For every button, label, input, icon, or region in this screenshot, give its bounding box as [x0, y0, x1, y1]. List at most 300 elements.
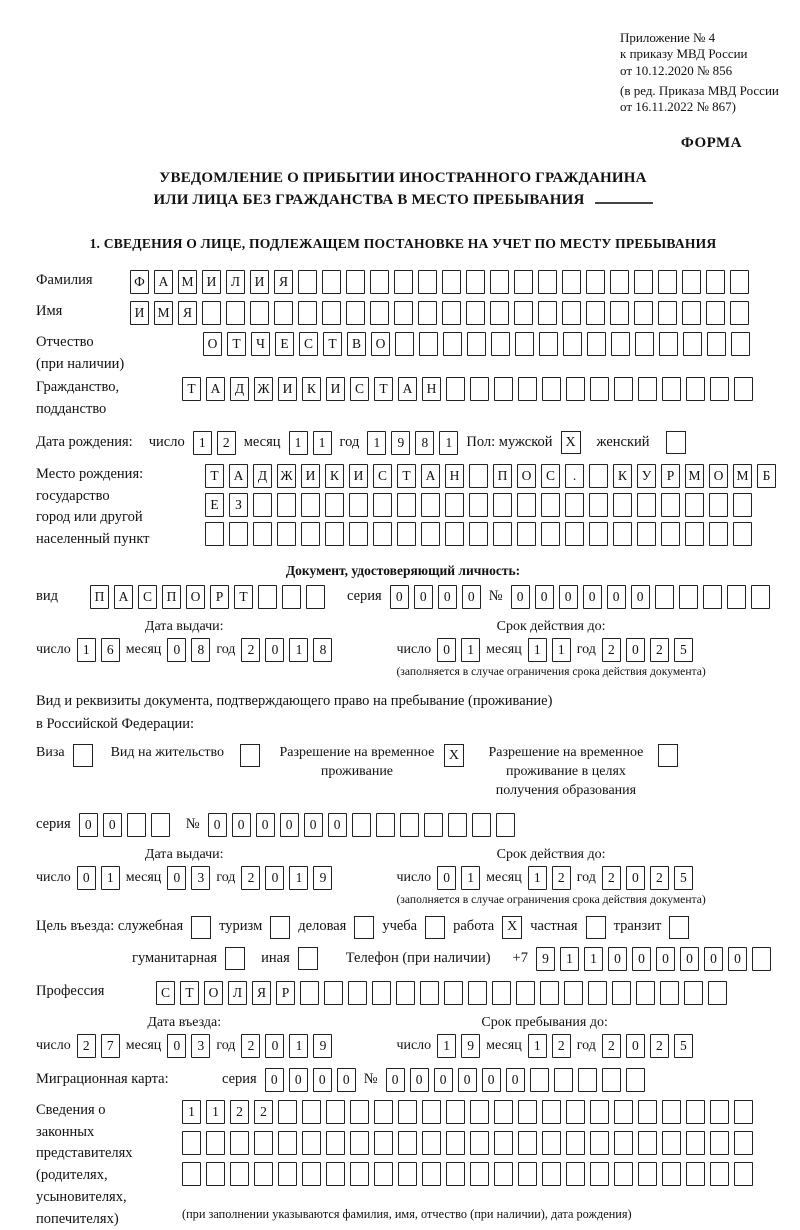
temp-permit-education-checkbox	[658, 744, 678, 767]
char-cell	[350, 1131, 369, 1155]
gender-female-label: женский	[596, 433, 650, 450]
char-cell	[727, 585, 746, 609]
char-cell: 0	[559, 585, 578, 609]
char-cell: З	[229, 493, 248, 517]
expiry-date-heading: Срок действия до:	[496, 846, 606, 862]
char-cell: 0	[79, 813, 98, 837]
char-cell: 0	[506, 1068, 525, 1092]
char-cell	[372, 981, 391, 1005]
char-cell: .	[565, 464, 584, 488]
char-cell	[589, 464, 608, 488]
purpose-business-label: деловая	[298, 918, 347, 935]
char-cell	[250, 301, 269, 325]
purpose-tourism-label: туризм	[219, 918, 263, 935]
char-cell	[394, 270, 413, 294]
char-cell: 0	[704, 947, 723, 971]
char-cell	[206, 1162, 225, 1186]
char-cell	[127, 813, 146, 837]
entry-date	[36, 1015, 332, 1058]
char-cell: И	[250, 270, 269, 294]
char-cell: А	[206, 377, 225, 401]
char-cell: 1	[289, 638, 308, 662]
char-cell	[634, 301, 653, 325]
char-cell	[614, 1162, 633, 1186]
patronymic-cells	[203, 332, 750, 356]
phone-label: Телефон (при наличии)	[345, 949, 491, 966]
purpose-row1	[36, 916, 770, 939]
form-title-line1: УВЕДОМЛЕНИЕ О ПРИБЫТИИ ИНОСТРАННОГО ГРАЖДАНИНА	[159, 170, 647, 187]
char-cell: 1	[193, 431, 212, 455]
char-cell	[518, 1131, 537, 1155]
month-label: месяц	[125, 641, 162, 657]
char-cell	[685, 493, 704, 517]
legal-reps-cells-row1	[182, 1100, 753, 1124]
char-cell	[253, 522, 272, 546]
char-cell	[493, 493, 512, 517]
firstname-cells	[130, 301, 749, 325]
char-cell: 0	[265, 1034, 284, 1058]
birthdate-label: Дата рождения:	[36, 433, 133, 450]
expiry-day-cells	[437, 638, 480, 662]
char-cell	[324, 981, 343, 1005]
birthdate-row	[36, 431, 770, 455]
purpose-transit-label: транзит	[613, 918, 662, 935]
char-cell: Р	[661, 464, 680, 488]
surname-cells	[130, 270, 749, 294]
char-cell	[282, 585, 301, 609]
char-cell	[539, 332, 558, 356]
char-cell: П	[90, 585, 109, 609]
char-cell	[394, 301, 413, 325]
char-cell: 0	[304, 813, 323, 837]
month-label: месяц	[486, 869, 522, 885]
char-cell	[205, 522, 224, 546]
char-cell	[637, 522, 656, 546]
entry-year-cells	[241, 1034, 332, 1058]
char-cell	[298, 270, 317, 294]
char-cell: Т	[397, 464, 416, 488]
year-label: год	[216, 1037, 236, 1053]
visa-checkbox	[73, 744, 93, 767]
residence-doc-expiry	[396, 847, 705, 906]
char-cell	[466, 301, 485, 325]
char-cell	[614, 377, 633, 401]
form-title-line2: ИЛИ ЛИЦА БЕЗ ГРАЖДАНСТВА В МЕСТО ПРЕБЫВАНИЯ	[36, 190, 770, 212]
issue-date-heading: Дата выдачи:	[144, 846, 224, 862]
char-cell	[442, 270, 461, 294]
legal-reps-cells-row2	[182, 1131, 753, 1155]
char-cell	[590, 1131, 609, 1155]
char-cell	[638, 377, 657, 401]
char-cell	[578, 1068, 597, 1092]
char-cell	[707, 332, 726, 356]
char-cell	[397, 522, 416, 546]
char-cell	[518, 377, 537, 401]
char-cell	[374, 1162, 393, 1186]
char-cell	[542, 1100, 561, 1124]
char-cell: 1	[552, 638, 571, 662]
char-cell: 2	[77, 1034, 96, 1058]
char-cell: Н	[422, 377, 441, 401]
char-cell	[446, 377, 465, 401]
char-cell	[469, 464, 488, 488]
char-cell	[709, 493, 728, 517]
birthplace-cells-row2	[205, 493, 776, 517]
char-cell	[686, 1162, 705, 1186]
char-cell	[230, 1162, 249, 1186]
option-temp-permit-education	[482, 744, 678, 801]
char-cell	[278, 1100, 297, 1124]
entry-day-cells	[77, 1034, 120, 1058]
char-cell: 0	[328, 813, 347, 837]
migration-series-cells	[265, 1068, 356, 1092]
profession-cells	[156, 981, 727, 1005]
purpose-study-checkbox	[425, 916, 445, 939]
purpose-work-label: работа	[453, 918, 495, 935]
char-cell: 2	[552, 1034, 571, 1058]
char-cell	[421, 522, 440, 546]
expiry-note: (заполняется в случае ограничения срока действия документа)	[396, 664, 706, 678]
char-cell	[468, 981, 487, 1005]
purpose-other-label: иная	[261, 949, 290, 966]
gender-male-label: Пол: мужской	[466, 433, 553, 450]
char-cell	[541, 522, 560, 546]
char-cell	[613, 522, 632, 546]
char-cell	[661, 522, 680, 546]
stay-year-cells	[602, 1034, 693, 1058]
char-cell	[302, 1100, 321, 1124]
char-cell: 0	[77, 866, 96, 890]
migration-series-label: серия	[222, 1070, 257, 1087]
char-cell	[686, 377, 705, 401]
char-cell: 1	[367, 431, 386, 455]
char-cell	[326, 1131, 345, 1155]
char-cell	[587, 332, 606, 356]
char-cell: 2	[552, 866, 571, 890]
char-cell	[542, 377, 561, 401]
char-cell: А	[398, 377, 417, 401]
char-cell: 1	[461, 866, 480, 890]
char-cell	[494, 1131, 513, 1155]
char-cell	[349, 522, 368, 546]
char-cell: 2	[602, 638, 621, 662]
char-cell: С	[541, 464, 560, 488]
citizenship-row	[36, 377, 770, 421]
char-cell	[590, 1100, 609, 1124]
firstname-row	[36, 301, 770, 325]
visa-label: Виза	[36, 745, 65, 761]
char-cell: 0	[208, 813, 227, 837]
appendix-line: к приказу МВД России	[620, 46, 748, 62]
char-cell	[230, 1131, 249, 1155]
issue-date-heading: Дата выдачи:	[144, 618, 224, 634]
char-cell: Т	[205, 464, 224, 488]
stay-day-cells	[437, 1034, 480, 1058]
char-cell: 1	[528, 638, 547, 662]
char-cell	[277, 493, 296, 517]
char-cell	[206, 1131, 225, 1155]
char-cell	[326, 1100, 345, 1124]
char-cell: У	[637, 464, 656, 488]
temp-permit-label: Разрешение на временное проживание	[279, 745, 435, 780]
char-cell	[349, 493, 368, 517]
char-cell: 0	[632, 947, 651, 971]
char-cell	[494, 377, 513, 401]
char-cell	[565, 493, 584, 517]
char-cell	[518, 1100, 537, 1124]
legal-reps-row	[36, 1100, 770, 1230]
char-cell: 0	[437, 866, 456, 890]
char-cell	[348, 981, 367, 1005]
char-cell	[514, 270, 533, 294]
char-cell	[514, 301, 533, 325]
char-cell	[679, 585, 698, 609]
char-cell	[398, 1162, 417, 1186]
citizenship-label: Гражданство, подданство	[36, 379, 120, 417]
char-cell: 0	[167, 1034, 186, 1058]
char-cell	[610, 301, 629, 325]
char-cell: 1	[437, 1034, 456, 1058]
gender-male-checkbox: X	[561, 431, 581, 454]
char-cell	[566, 377, 585, 401]
char-cell	[586, 270, 605, 294]
char-cell	[563, 332, 582, 356]
char-cell: М	[685, 464, 704, 488]
char-cell	[516, 981, 535, 1005]
identity-doc-series-cells	[390, 585, 481, 609]
char-cell	[538, 270, 557, 294]
char-cell: А	[114, 585, 133, 609]
char-cell	[638, 1100, 657, 1124]
char-cell	[683, 332, 702, 356]
residence-doc-options	[36, 744, 770, 801]
char-cell	[660, 981, 679, 1005]
char-cell: 3	[191, 866, 210, 890]
char-cell	[444, 981, 463, 1005]
char-cell: 2	[241, 638, 260, 662]
char-cell: И	[349, 464, 368, 488]
char-cell	[730, 301, 749, 325]
char-cell: Я	[274, 270, 293, 294]
char-cell	[494, 1100, 513, 1124]
form-title	[36, 168, 770, 212]
char-cell: 0	[728, 947, 747, 971]
char-cell: Т	[323, 332, 342, 356]
char-cell	[566, 1131, 585, 1155]
char-cell	[566, 1162, 585, 1186]
char-cell	[542, 1162, 561, 1186]
char-cell	[662, 1100, 681, 1124]
migration-card-label: Миграционная карта:	[36, 1070, 169, 1087]
char-cell: 1	[289, 866, 308, 890]
char-cell	[374, 1131, 393, 1155]
char-cell: 5	[674, 1034, 693, 1058]
char-cell: 1	[584, 947, 603, 971]
char-cell	[752, 947, 771, 971]
char-cell	[419, 332, 438, 356]
residence-doc-issue	[36, 847, 332, 906]
char-cell: 1	[313, 431, 332, 455]
identity-doc-number-cells	[511, 585, 770, 609]
char-cell: А	[229, 464, 248, 488]
revision-line: (в ред. Приказа МВД России	[620, 82, 779, 98]
char-cell: 2	[241, 1034, 260, 1058]
purpose-row2	[132, 947, 770, 971]
phone-cells	[536, 947, 771, 971]
char-cell	[635, 332, 654, 356]
appendix-line: от 10.12.2020 № 856	[620, 62, 733, 78]
purpose-label: Цель въезда: служебная	[36, 918, 184, 935]
char-cell: 0	[410, 1068, 429, 1092]
char-cell	[418, 270, 437, 294]
issue-day-cells	[77, 638, 120, 662]
identity-doc-series-label: серия	[347, 587, 382, 604]
birthdate-year-label: год	[339, 433, 360, 450]
char-cell	[470, 1131, 489, 1155]
char-cell: Ф	[130, 270, 149, 294]
char-cell	[445, 493, 464, 517]
char-cell: 0	[438, 585, 457, 609]
char-cell	[493, 522, 512, 546]
forma-label: ФОРМА	[680, 135, 742, 152]
char-cell	[662, 377, 681, 401]
char-cell: 9	[461, 1034, 480, 1058]
char-cell	[515, 332, 534, 356]
title-blank-underline	[595, 192, 653, 204]
char-cell	[634, 270, 653, 294]
char-cell	[278, 1131, 297, 1155]
purpose-transit-checkbox	[669, 916, 689, 939]
char-cell	[421, 493, 440, 517]
char-cell	[638, 1162, 657, 1186]
char-cell	[709, 522, 728, 546]
temp-permit-education-label: Разрешение на временное проживание в целях получения образования	[488, 745, 644, 798]
char-cell: 5	[674, 866, 693, 890]
char-cell	[590, 377, 609, 401]
char-cell: Н	[445, 464, 464, 488]
char-cell	[397, 493, 416, 517]
char-cell: 2	[602, 866, 621, 890]
char-cell	[661, 493, 680, 517]
char-cell	[636, 981, 655, 1005]
char-cell	[626, 1068, 645, 1092]
char-cell	[301, 493, 320, 517]
char-cell	[662, 1131, 681, 1155]
char-cell	[326, 1162, 345, 1186]
char-cell: С	[373, 464, 392, 488]
residence-series-label: серия	[36, 815, 71, 832]
char-cell	[517, 493, 536, 517]
char-cell: Т	[374, 377, 393, 401]
char-cell: Е	[275, 332, 294, 356]
residence-series-cells	[79, 813, 170, 837]
char-cell: А	[154, 270, 173, 294]
char-cell	[611, 332, 630, 356]
char-cell: 0	[280, 813, 299, 837]
char-cell	[258, 585, 277, 609]
char-cell	[352, 813, 371, 837]
char-cell: В	[347, 332, 366, 356]
char-cell	[542, 1131, 561, 1155]
char-cell	[708, 981, 727, 1005]
char-cell: И	[326, 377, 345, 401]
section1-heading: 1. СВЕДЕНИЯ О ЛИЦЕ, ПОДЛЕЖАЩЕМ ПОСТАНОВКЕ НА УЧЕТ ПО МЕСТУ ПРЕБЫВАНИЯ	[89, 235, 717, 251]
day-label: число	[36, 641, 71, 657]
char-cell	[730, 270, 749, 294]
entry-date-heading: Дата въезда:	[147, 1014, 222, 1030]
char-cell	[589, 493, 608, 517]
char-cell: 8	[415, 431, 434, 455]
char-cell	[300, 981, 319, 1005]
migration-card-row	[36, 1068, 770, 1092]
char-cell	[554, 1068, 573, 1092]
char-cell: О	[517, 464, 536, 488]
char-cell	[590, 1162, 609, 1186]
char-cell: Т	[182, 377, 201, 401]
char-cell: 0	[167, 866, 186, 890]
char-cell	[446, 1131, 465, 1155]
issue-day-cells	[77, 866, 120, 890]
char-cell	[614, 1100, 633, 1124]
purpose-other-checkbox	[298, 947, 318, 970]
char-cell	[469, 522, 488, 546]
purpose-private-label: частная	[530, 918, 578, 935]
char-cell	[733, 493, 752, 517]
char-cell	[706, 301, 725, 325]
char-cell: 9	[391, 431, 410, 455]
char-cell	[565, 522, 584, 546]
residence-doc-series-row	[36, 813, 770, 837]
day-label: число	[396, 1037, 432, 1053]
stay-until-heading: Срок пребывания до:	[481, 1014, 608, 1030]
char-cell	[658, 270, 677, 294]
char-cell	[346, 270, 365, 294]
issue-month-cells	[167, 638, 210, 662]
char-cell: 1	[182, 1100, 201, 1124]
char-cell	[686, 1100, 705, 1124]
char-cell	[182, 1131, 201, 1155]
birthdate-day-label: число	[148, 433, 185, 450]
char-cell: 0	[511, 585, 530, 609]
char-cell: 0	[608, 947, 627, 971]
identity-doc-dates	[36, 619, 770, 678]
char-cell: 0	[265, 638, 284, 662]
char-cell	[325, 522, 344, 546]
char-cell: М	[154, 301, 173, 325]
char-cell	[298, 301, 317, 325]
day-label: число	[396, 869, 432, 885]
char-cell	[370, 270, 389, 294]
char-cell: 0	[535, 585, 554, 609]
char-cell	[346, 301, 365, 325]
patronymic-row	[36, 332, 770, 376]
purpose-humanitarian-checkbox	[225, 947, 245, 970]
char-cell	[322, 301, 341, 325]
char-cell	[253, 493, 272, 517]
char-cell: О	[204, 981, 223, 1005]
char-cell	[530, 1068, 549, 1092]
char-cell: 7	[101, 1034, 120, 1058]
char-cell: 1	[461, 638, 480, 662]
char-cell	[682, 270, 701, 294]
char-cell	[350, 1162, 369, 1186]
char-cell	[589, 522, 608, 546]
purpose-study-label: учеба	[382, 918, 418, 935]
char-cell	[614, 1131, 633, 1155]
char-cell	[422, 1100, 441, 1124]
patronymic-label: Отчество (при наличии)	[36, 333, 125, 372]
char-cell: 0	[265, 1068, 284, 1092]
